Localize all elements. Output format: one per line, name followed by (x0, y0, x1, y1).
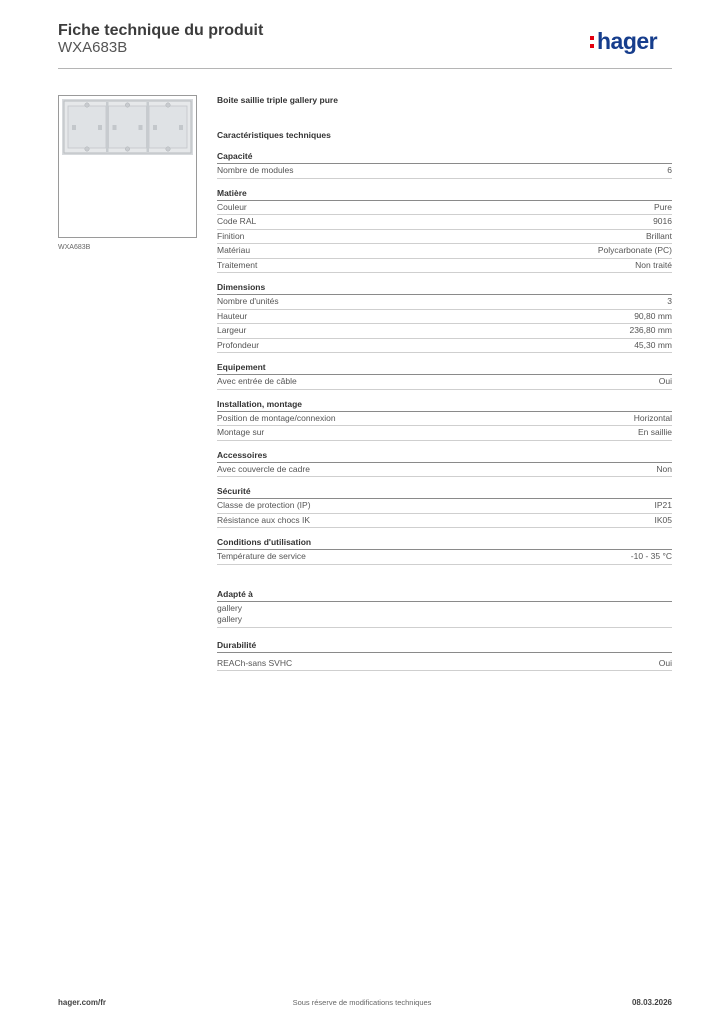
spec-section (217, 282, 672, 353)
spec-value: Oui (658, 657, 672, 668)
spec-label: Traitement (217, 259, 258, 270)
spec-value: IP21 (654, 500, 672, 510)
section-title: Installation, montage (217, 399, 672, 412)
section-title: Adapté à (217, 589, 672, 602)
spec-value: -10 - 35 °C (630, 551, 672, 561)
spec-label: Classe de protection (IP) (217, 500, 311, 510)
spec-row (217, 310, 672, 325)
spec-label: Code RAL (217, 216, 257, 226)
spec-value: Non traité (635, 259, 672, 270)
spec-value: Pure (654, 201, 672, 212)
spec-value: Non (656, 463, 672, 474)
spec-row (217, 499, 672, 514)
spec-section (217, 486, 672, 528)
spec-sections (217, 151, 672, 565)
spec-label: Température de service (217, 551, 306, 561)
section-adapte (217, 589, 672, 628)
spec-label: REACh-sans SVHC (217, 657, 293, 668)
adapte-item: gallery (217, 613, 243, 624)
spec-value: 90,80 mm (634, 310, 672, 321)
spec-value: Brillant (646, 230, 672, 241)
spec-row (217, 324, 672, 339)
spec-value: En saillie (637, 427, 672, 437)
spec-section (217, 450, 672, 478)
product-image (58, 95, 197, 238)
spec-label: Largeur (217, 325, 247, 335)
spec-value: 236,80 mm (629, 325, 672, 335)
section-title: Conditions d'utilisation (217, 537, 672, 550)
spec-label: Matériau (217, 245, 251, 255)
section-title: Durabilité (217, 640, 672, 653)
spec-content (217, 95, 672, 680)
spec-label: Nombre d'unités (217, 296, 279, 306)
spec-row (217, 201, 672, 216)
hager-logo (590, 28, 657, 54)
footer-website: hager.com/fr (58, 998, 107, 1007)
triple-box-image-icon (62, 99, 193, 155)
spec-label: Avec couvercle de cadre (217, 463, 310, 474)
section-title: Matière (217, 188, 672, 201)
header-divider (58, 68, 672, 69)
spec-row (217, 375, 672, 390)
spec-label: Couleur (217, 201, 247, 212)
spec-label: Position de montage/connexion (217, 412, 336, 423)
spec-row (217, 259, 672, 274)
footer-date: 08.03.2026 (631, 998, 672, 1007)
logo-dots-icon (590, 34, 595, 49)
spec-section (217, 362, 672, 390)
spec-value: 45,30 mm (634, 339, 672, 350)
adapte-item: gallery (217, 602, 243, 613)
tech-heading: Caractéristiques techniques (217, 130, 331, 140)
section-title: Capacité (217, 151, 672, 164)
spec-label: Montage sur (217, 427, 265, 437)
product-reference: WXA683B (58, 39, 128, 56)
footer-notice: Sous réserve de modifications techniques (292, 998, 432, 1007)
spec-row (217, 339, 672, 354)
spec-label: Finition (217, 230, 245, 241)
spec-row (217, 514, 672, 529)
spec-label: Hauteur (217, 310, 248, 321)
section-title: Sécurité (217, 486, 672, 499)
spec-section (217, 399, 672, 441)
spec-value: 3 (667, 296, 672, 306)
section-title: Accessoires (217, 450, 672, 463)
spec-row (217, 215, 672, 230)
product-name: Boite saillie triple gallery pure (217, 95, 338, 105)
spec-value: 6 (667, 165, 672, 175)
spec-row (217, 244, 672, 259)
spec-row (217, 657, 672, 672)
spec-label: Profondeur (217, 339, 260, 350)
section-title: Equipement (217, 362, 672, 375)
spec-value: Horizontal (633, 412, 672, 423)
spec-value: 9016 (653, 216, 672, 226)
image-caption: WXA683B (58, 244, 91, 251)
spec-value: Polycarbonate (PC) (597, 245, 672, 255)
spec-row (217, 412, 672, 427)
spec-section (217, 188, 672, 274)
spec-label: Résistance aux chocs IK (217, 514, 311, 525)
spec-row (217, 230, 672, 245)
section-title: Dimensions (217, 282, 672, 295)
spec-label: Avec entrée de câble (217, 376, 297, 386)
spec-row (217, 426, 672, 441)
logo-text: hager (597, 28, 658, 54)
spec-row (217, 463, 672, 478)
spec-value: IK05 (654, 514, 672, 525)
spec-label: Nombre de modules (217, 165, 294, 175)
spec-row (217, 550, 672, 565)
spec-section (217, 537, 672, 565)
spec-row (217, 164, 672, 179)
spec-section (217, 151, 672, 179)
page-title: Fiche technique du produit (58, 22, 264, 39)
section-durabilite (217, 640, 672, 672)
spec-value: Oui (658, 376, 672, 386)
adapte-list (217, 602, 672, 628)
spec-row (217, 295, 672, 310)
